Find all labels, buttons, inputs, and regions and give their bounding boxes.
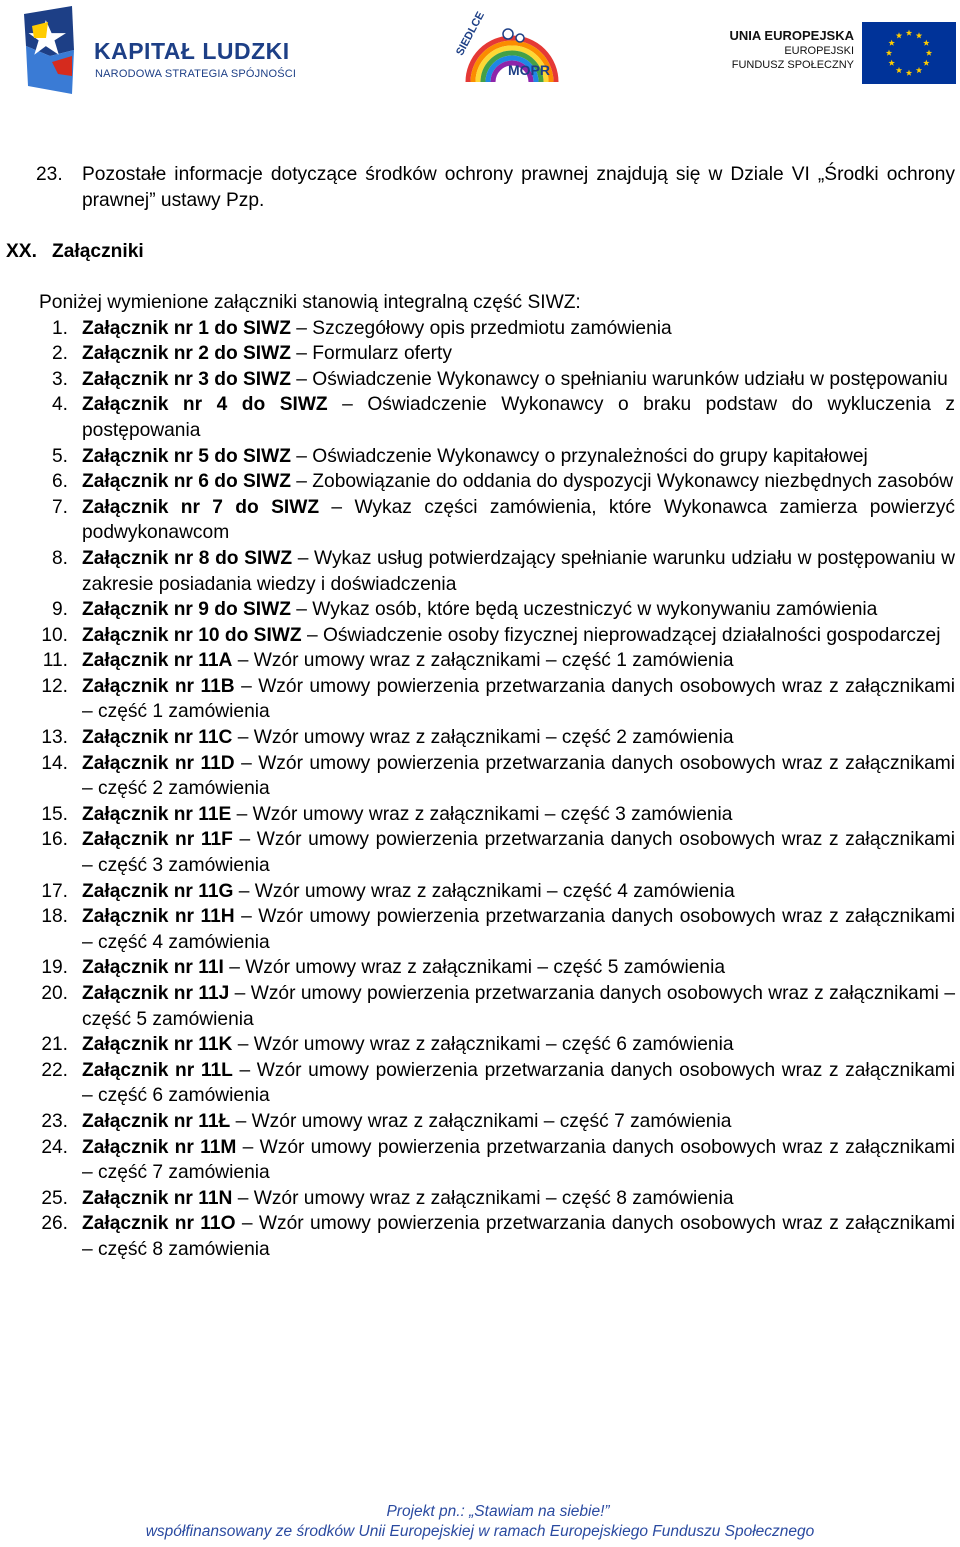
- attachment-description: – Wykaz części zamówienia, które Wykonawca zamierza powierzyć podwykonawcom: [82, 496, 956, 544]
- list-item-number: 17.: [41, 880, 68, 902]
- attachment-description: – Wzór umowy powierzenia przetwarzania danych osobowych wraz z załącznikami – część 2 zamówienia: [82, 752, 955, 800]
- attachment-name: Załącznik nr 11C: [82, 727, 233, 749]
- paragraph-text: Pozostałe informacje dotyczące środków ochrony prawnej znajdują się w Dziale VI „Środki ochrony prawnej” ustawy Pzp.: [82, 164, 955, 211]
- list-item-number: 21.: [41, 1034, 68, 1056]
- list-item-number: 1.: [51, 317, 68, 339]
- attachment-name: Załącznik nr 2 do SIWZ: [82, 343, 291, 365]
- list-item-number: 14.: [41, 752, 68, 774]
- attachment-name: Załącznik nr 11H: [82, 906, 235, 928]
- list-item: [41, 955, 955, 981]
- eu-line-3: FUNDUSZ SPOŁECZNY: [731, 59, 854, 71]
- kapital-ludzki-title: KAPITAŁ LUDZKI: [94, 38, 290, 64]
- attachment-description: – Szczegółowy opis przedmiotu zamówienia: [290, 317, 672, 339]
- list-item-number: 13.: [41, 727, 68, 749]
- list-item-number: 2.: [51, 343, 68, 365]
- list-item-number: 3.: [51, 368, 68, 390]
- eu-line-1: UNIA EUROPEJSKA: [729, 28, 854, 43]
- attachment-description: – Wzór umowy powierzenia przetwarzania danych osobowych wraz z załącznikami – część 8 zamówienia: [82, 1213, 955, 1260]
- list-item-number: 10.: [41, 624, 68, 646]
- list-item: [51, 597, 955, 623]
- list-item: [51, 341, 955, 367]
- attachment-description: – Formularz oferty: [290, 343, 452, 365]
- list-item: [51, 367, 955, 393]
- attachment-description: – Wzór umowy wraz z załącznikami – część 2 zamówienia: [232, 727, 734, 749]
- section-title: Załączniki: [52, 240, 144, 262]
- list-item: [41, 1109, 955, 1135]
- attachment-name: Załącznik nr 3 do SIWZ: [82, 368, 291, 390]
- attachment-name: Załącznik nr 11B: [82, 675, 235, 697]
- attachment-name: Załącznik nr 1 do SIWZ: [82, 317, 291, 339]
- section-number: XX.: [6, 240, 37, 262]
- attachment-name: Załącznik nr 11F: [82, 829, 233, 851]
- attachment-name: Załącznik nr 7 do SIWZ: [82, 496, 320, 518]
- paragraph-number: 23.: [36, 164, 63, 185]
- list-item: [51, 316, 955, 342]
- list-item-number: 19.: [41, 957, 68, 979]
- attachment-description: – Wzór umowy wraz z załącznikami – część 4 zamówienia: [233, 880, 735, 902]
- attachment-description: – Zobowiązanie do oddania do dyspozycji Wykonawcy niezbędnych zasobów: [290, 471, 954, 493]
- list-item-number: 16.: [41, 829, 68, 851]
- list-item-number: 15.: [41, 803, 68, 825]
- document-body: [0, 162, 960, 1263]
- list-item-number: 24.: [41, 1136, 68, 1158]
- list-item-number: 6.: [51, 471, 68, 493]
- attachments-list: [0, 316, 960, 1263]
- attachment-name: Załącznik nr 4 do SIWZ: [82, 394, 328, 416]
- attachment-description: – Wzór umowy wraz z załącznikami – część 6 zamówienia: [232, 1034, 734, 1056]
- eu-logo: [728, 22, 956, 86]
- page-footer: [0, 1502, 960, 1542]
- attachment-name: Załącznik nr 11N: [82, 1187, 233, 1209]
- list-item: [41, 879, 955, 905]
- list-item-number: 23.: [41, 1110, 68, 1132]
- attachments-intro: Poniżej wymienione załączniki stanowią integralną część SIWZ:: [39, 291, 581, 313]
- attachment-description: – Wzór umowy powierzenia przetwarzania danych osobowych wraz z załącznikami – część 5 zamówienia: [82, 983, 956, 1030]
- attachment-description: – Oświadczenie Wykonawcy o przynależności do grupy kapitałowej: [290, 445, 868, 467]
- attachment-name: Załącznik nr 11K: [82, 1034, 233, 1056]
- list-item: [41, 1032, 955, 1058]
- list-item: [41, 904, 955, 955]
- attachment-name: Załącznik nr 11D: [82, 752, 235, 774]
- attachment-name: Załącznik nr 11Ł: [82, 1110, 231, 1132]
- attachment-description: – Wzór umowy wraz z załącznikami – część 5 zamówienia: [223, 957, 726, 979]
- attachment-description: – Oświadczenie Wykonawcy o braku podstaw do wykluczenia z postępowania: [82, 394, 955, 441]
- attachment-description: – Wzór umowy powierzenia przetwarzania danych osobowych wraz z załącznikami – część 6 zamówienia: [82, 1059, 955, 1107]
- attachment-name: Załącznik nr 11G: [82, 880, 234, 902]
- list-item: [51, 444, 955, 470]
- attachment-description: – Wzór umowy powierzenia przetwarzania danych osobowych wraz z załącznikami – część 7 zamówienia: [82, 1136, 955, 1184]
- attachment-name: Załącznik nr 10 do SIWZ: [82, 624, 302, 646]
- mopr-label: MOPR: [508, 62, 550, 78]
- attachment-description: – Oświadczenie osoby fizycznej nieprowadzącej działalności gospodarczej: [301, 624, 941, 646]
- list-item: [41, 1135, 955, 1186]
- attachment-description: – Oświadczenie Wykonawcy o spełnianiu warunków udziału w postępowaniu: [290, 368, 948, 390]
- attachment-name: Załącznik nr 11A: [82, 650, 233, 672]
- attachment-name: Załącznik nr 11L: [82, 1059, 233, 1081]
- attachment-name: Załącznik nr 11O: [82, 1213, 236, 1235]
- attachment-name: Załącznik nr 8 do SIWZ: [82, 547, 293, 569]
- list-item: [41, 1186, 955, 1212]
- list-item-number: 26.: [41, 1213, 68, 1235]
- attachment-description: – Wykaz osób, które będą uczestniczyć w wykonywaniu zamówienia: [290, 599, 878, 621]
- attachment-description: – Wzór umowy powierzenia przetwarzania danych osobowych wraz z załącznikami – część 4 zamówienia: [82, 906, 955, 953]
- attachment-description: – Wzór umowy powierzenia przetwarzania danych osobowych wraz z załącznikami – część 1 zamówienia: [82, 675, 955, 723]
- kapital-ludzki-emblem-icon: [22, 6, 92, 96]
- list-item: [41, 981, 956, 1032]
- list-item: [51, 469, 955, 495]
- list-item-number: 4.: [51, 394, 68, 416]
- list-item-number: 9.: [51, 599, 68, 621]
- list-item-number: 5.: [51, 445, 68, 467]
- attachment-description: – Wzór umowy wraz z załącznikami – część 1 zamówienia: [232, 650, 734, 672]
- mopr-city-label: SIEDLCE: [454, 9, 487, 58]
- list-item: [41, 751, 955, 802]
- list-item-number: 22.: [41, 1059, 68, 1081]
- list-item-number: 7.: [51, 496, 68, 518]
- attachment-description: – Wykaz usług potwierdzający spełnianie warunku udziału w postępowaniu w zakresie posiadania wiedzy i doświadczenia: [82, 547, 955, 595]
- list-item: [41, 1058, 955, 1109]
- attachment-name: Załącznik nr 11J: [82, 983, 230, 1004]
- list-item-number: 12.: [41, 675, 68, 697]
- footer-funding-note: współfinansowany ze środków Unii Europejskiej w ramach Europejskiego Funduszu Społecznego: [145, 1523, 815, 1540]
- mopr-logo: [452, 9, 562, 86]
- section-heading: [6, 239, 960, 265]
- attachment-name: Załącznik nr 6 do SIWZ: [82, 471, 291, 493]
- attachment-name: Załącznik nr 5 do SIWZ: [82, 445, 291, 467]
- list-item-number: 20.: [41, 983, 68, 1004]
- list-item: [41, 827, 955, 878]
- attachment-name: Załącznik nr 11I: [82, 957, 224, 979]
- attachment-name: Załącznik nr 11E: [82, 803, 232, 825]
- list-item: [41, 623, 955, 649]
- list-item: [51, 392, 955, 443]
- list-item: [51, 495, 956, 546]
- footer-project-name: Projekt pn.: „Stawiam na siebie!”: [386, 1503, 610, 1520]
- list-item: [41, 802, 955, 828]
- kapital-ludzki-logo: [22, 6, 297, 96]
- list-item: [41, 1211, 955, 1262]
- attachment-name: Załącznik nr 11M: [82, 1136, 237, 1158]
- list-item: [42, 648, 955, 674]
- paragraph-23: [36, 162, 955, 213]
- kapital-ludzki-subtitle: NARODOWA STRATEGIA SPÓJNOŚCI: [95, 68, 297, 80]
- list-item-number: 18.: [41, 906, 68, 928]
- attachment-description: – Wzór umowy wraz z załącznikami – część 8 zamówienia: [232, 1187, 734, 1209]
- list-item-number: 8.: [51, 547, 68, 569]
- eu-flag-icon: [862, 22, 956, 84]
- eu-line-2: EUROPEJSKI: [784, 45, 854, 57]
- list-item: [41, 674, 955, 725]
- attachment-description: – Wzór umowy powierzenia przetwarzania danych osobowych wraz z załącznikami – część 3 zamówienia: [82, 829, 955, 877]
- page-header: [0, 0, 960, 100]
- list-item: [41, 725, 955, 751]
- attachment-description: – Wzór umowy wraz z załącznikami – część 7 zamówienia: [230, 1110, 732, 1132]
- attachment-description: – Wzór umowy wraz z załącznikami – część 3 zamówienia: [231, 803, 733, 825]
- list-item-number: 25.: [41, 1187, 68, 1209]
- list-item-number: 11.: [42, 650, 68, 672]
- list-item: [51, 546, 955, 597]
- attachment-name: Załącznik nr 9 do SIWZ: [82, 599, 291, 621]
